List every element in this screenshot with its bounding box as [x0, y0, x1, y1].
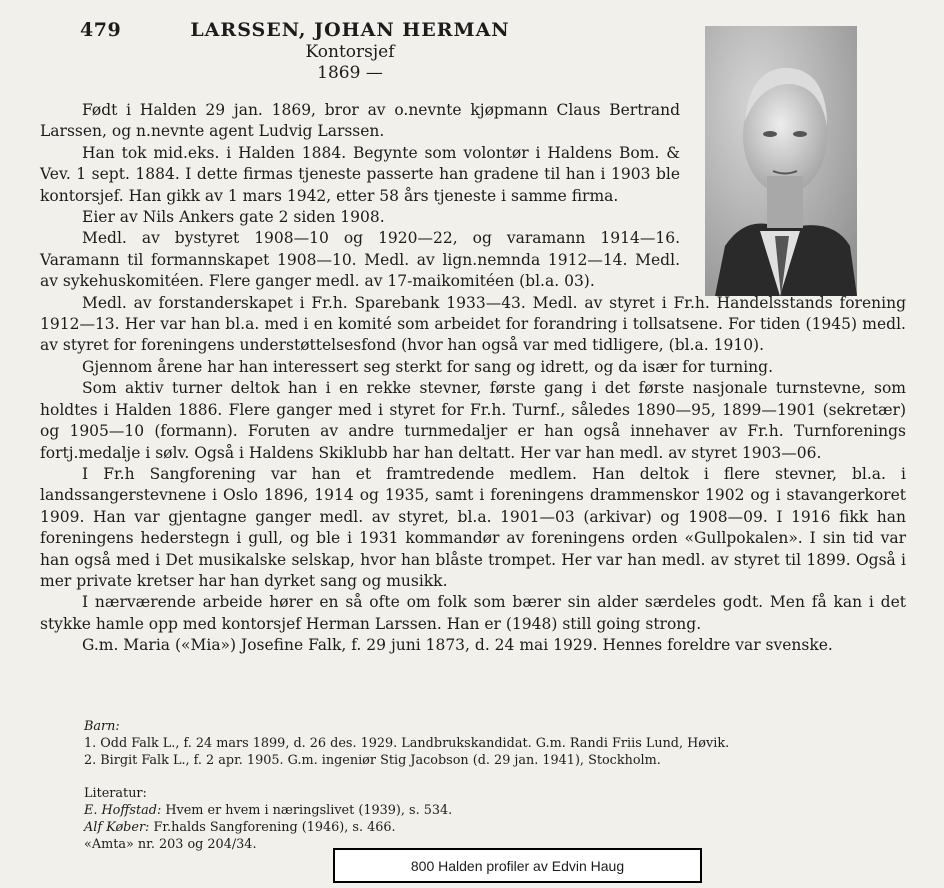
footer-banner [333, 848, 702, 883]
paragraph: Som aktiv turner deltok han i en rekke stevner, første gang i det første nasjonale turnstevne, som holdtes i Halden 1886. Flere ganger med i styret for Fr.h. Turnf., således 1890—95, 1899—1901 (sekretær) og 1905—10 (formann). Foruten av andre turnmedaljer er han også innehaver av Fr.h. Turnforenings fortj.medalje i sølv. Også i Haldens Skiklubb har han deltatt. Her var han medl. av styret 1903—06. [40, 379, 906, 462]
literature-author: E. Hoffstad: [84, 803, 162, 818]
literature-heading: Literatur: [84, 786, 147, 801]
paragraph: Eier av Nils Ankers gate 2 siden 1908. [82, 208, 385, 227]
literature-item [84, 802, 452, 819]
paragraph: Han tok mid.eks. i Halden 1884. Begynte som volontør i Haldens Bom. & Vev. 1 sept. 1884. I dette firmas tjeneste passerte han gradene til han i 1903 ble kontorsjef. Han gikk av 1 mars 1942, etter 58 års tjeneste i samme firma. [40, 143, 680, 205]
entry-header [180, 19, 520, 83]
children-section [84, 718, 729, 769]
biography-text [40, 100, 906, 657]
child-item: 2. Birgit Falk L., f. 2 apr. 1905. G.m. ingeniør Stig Jacobson (d. 29 jan. 1941), Stockholm. [84, 753, 661, 768]
literature-title: «Amta» nr. 203 og 204/34. [84, 837, 257, 852]
person-name: LARSSEN, JOHAN HERMAN [190, 19, 510, 41]
paragraph: Medl. av bystyret 1908—10 og 1920—22, og varamann 1914—16. Varamann til formannskapet 1908—10. Medl. av lign.nemnda 1912—14. Medl. av sykehuskomitéen. Flere ganger medl. av 17-maikomitéen (bl.a. 03). [40, 229, 680, 291]
person-years: 1869 — [317, 63, 383, 83]
literature-author: Alf Køber: [84, 820, 150, 835]
person-title: Kontorsjef [305, 42, 395, 62]
literature-section [84, 785, 452, 853]
paragraph: Gjennom årene har han interessert seg sterkt for sang og idrett, og da især for turning. [82, 357, 774, 376]
literature-title: Fr.halds Sangforening (1946), s. 466. [153, 820, 396, 835]
paragraph: Født i Halden 29 jan. 1869, bror av o.nevnte kjøpmann Claus Bertrand Larssen, og n.nevnte agent Ludvig Larssen. [40, 101, 680, 141]
children-heading: Barn: [84, 719, 120, 734]
literature-title: Hvem er hvem i næringslivet (1939), s. 534. [165, 803, 453, 818]
paragraph: I nærværende arbeide hører en så ofte om folk som bærer sin alder særdeles godt. Men få kan i det stykke hamle opp med kontorsjef Herman Larssen. Han er (1948) still going strong. [40, 593, 906, 633]
child-item: 1. Odd Falk L., f. 24 mars 1899, d. 26 des. 1929. Landbrukskandidat. G.m. Randi Friis Lund, Høvik. [84, 736, 730, 751]
page-number: 479 [80, 19, 122, 41]
literature-item [84, 819, 452, 836]
paragraph: I Fr.h Sangforening var han et framtredende medlem. Han deltok i flere stevner, bl.a. i landssangerstevnene i Oslo 1896, 1914 og 1935, samt i foreningens drammenskor 1902 og i stavangerkoret 1909. Han var gjentagne ganger medl. av styret, bl.a. 1901—03 (arkivar) og 1908—09. I 1916 fikk han foreningens hederstegn i gull, og ble i 1931 kommandør av foreningens orden «Gullpokalen». I sin tid var han også med i Det musikalske selskap, hvor han blåste trompet. Her var han medl. av styret til 1899. Også i mer private kretser har han dyrket sang og musikk. [40, 464, 906, 590]
paragraph: Medl. av forstanderskapet i Fr.h. Sparebank 1933—43. Medl. av styret i Fr.h. Handelsstands forening 1912—13. Her var han bl.a. med i en komité som arbeidet for forandring i tollsatsene. For tiden (1945) medl. av styret for foreningens understøttelsesfond (hvor han også var med tidligere, (bl.a. 1910). [40, 293, 906, 355]
footer-text: 800 Halden profiler av Edvin Haug [410, 857, 625, 874]
paragraph: G.m. Maria («Mia») Josefine Falk, f. 29 juni 1873, d. 24 mai 1929. Hennes foreldre var svenske. [82, 636, 833, 655]
